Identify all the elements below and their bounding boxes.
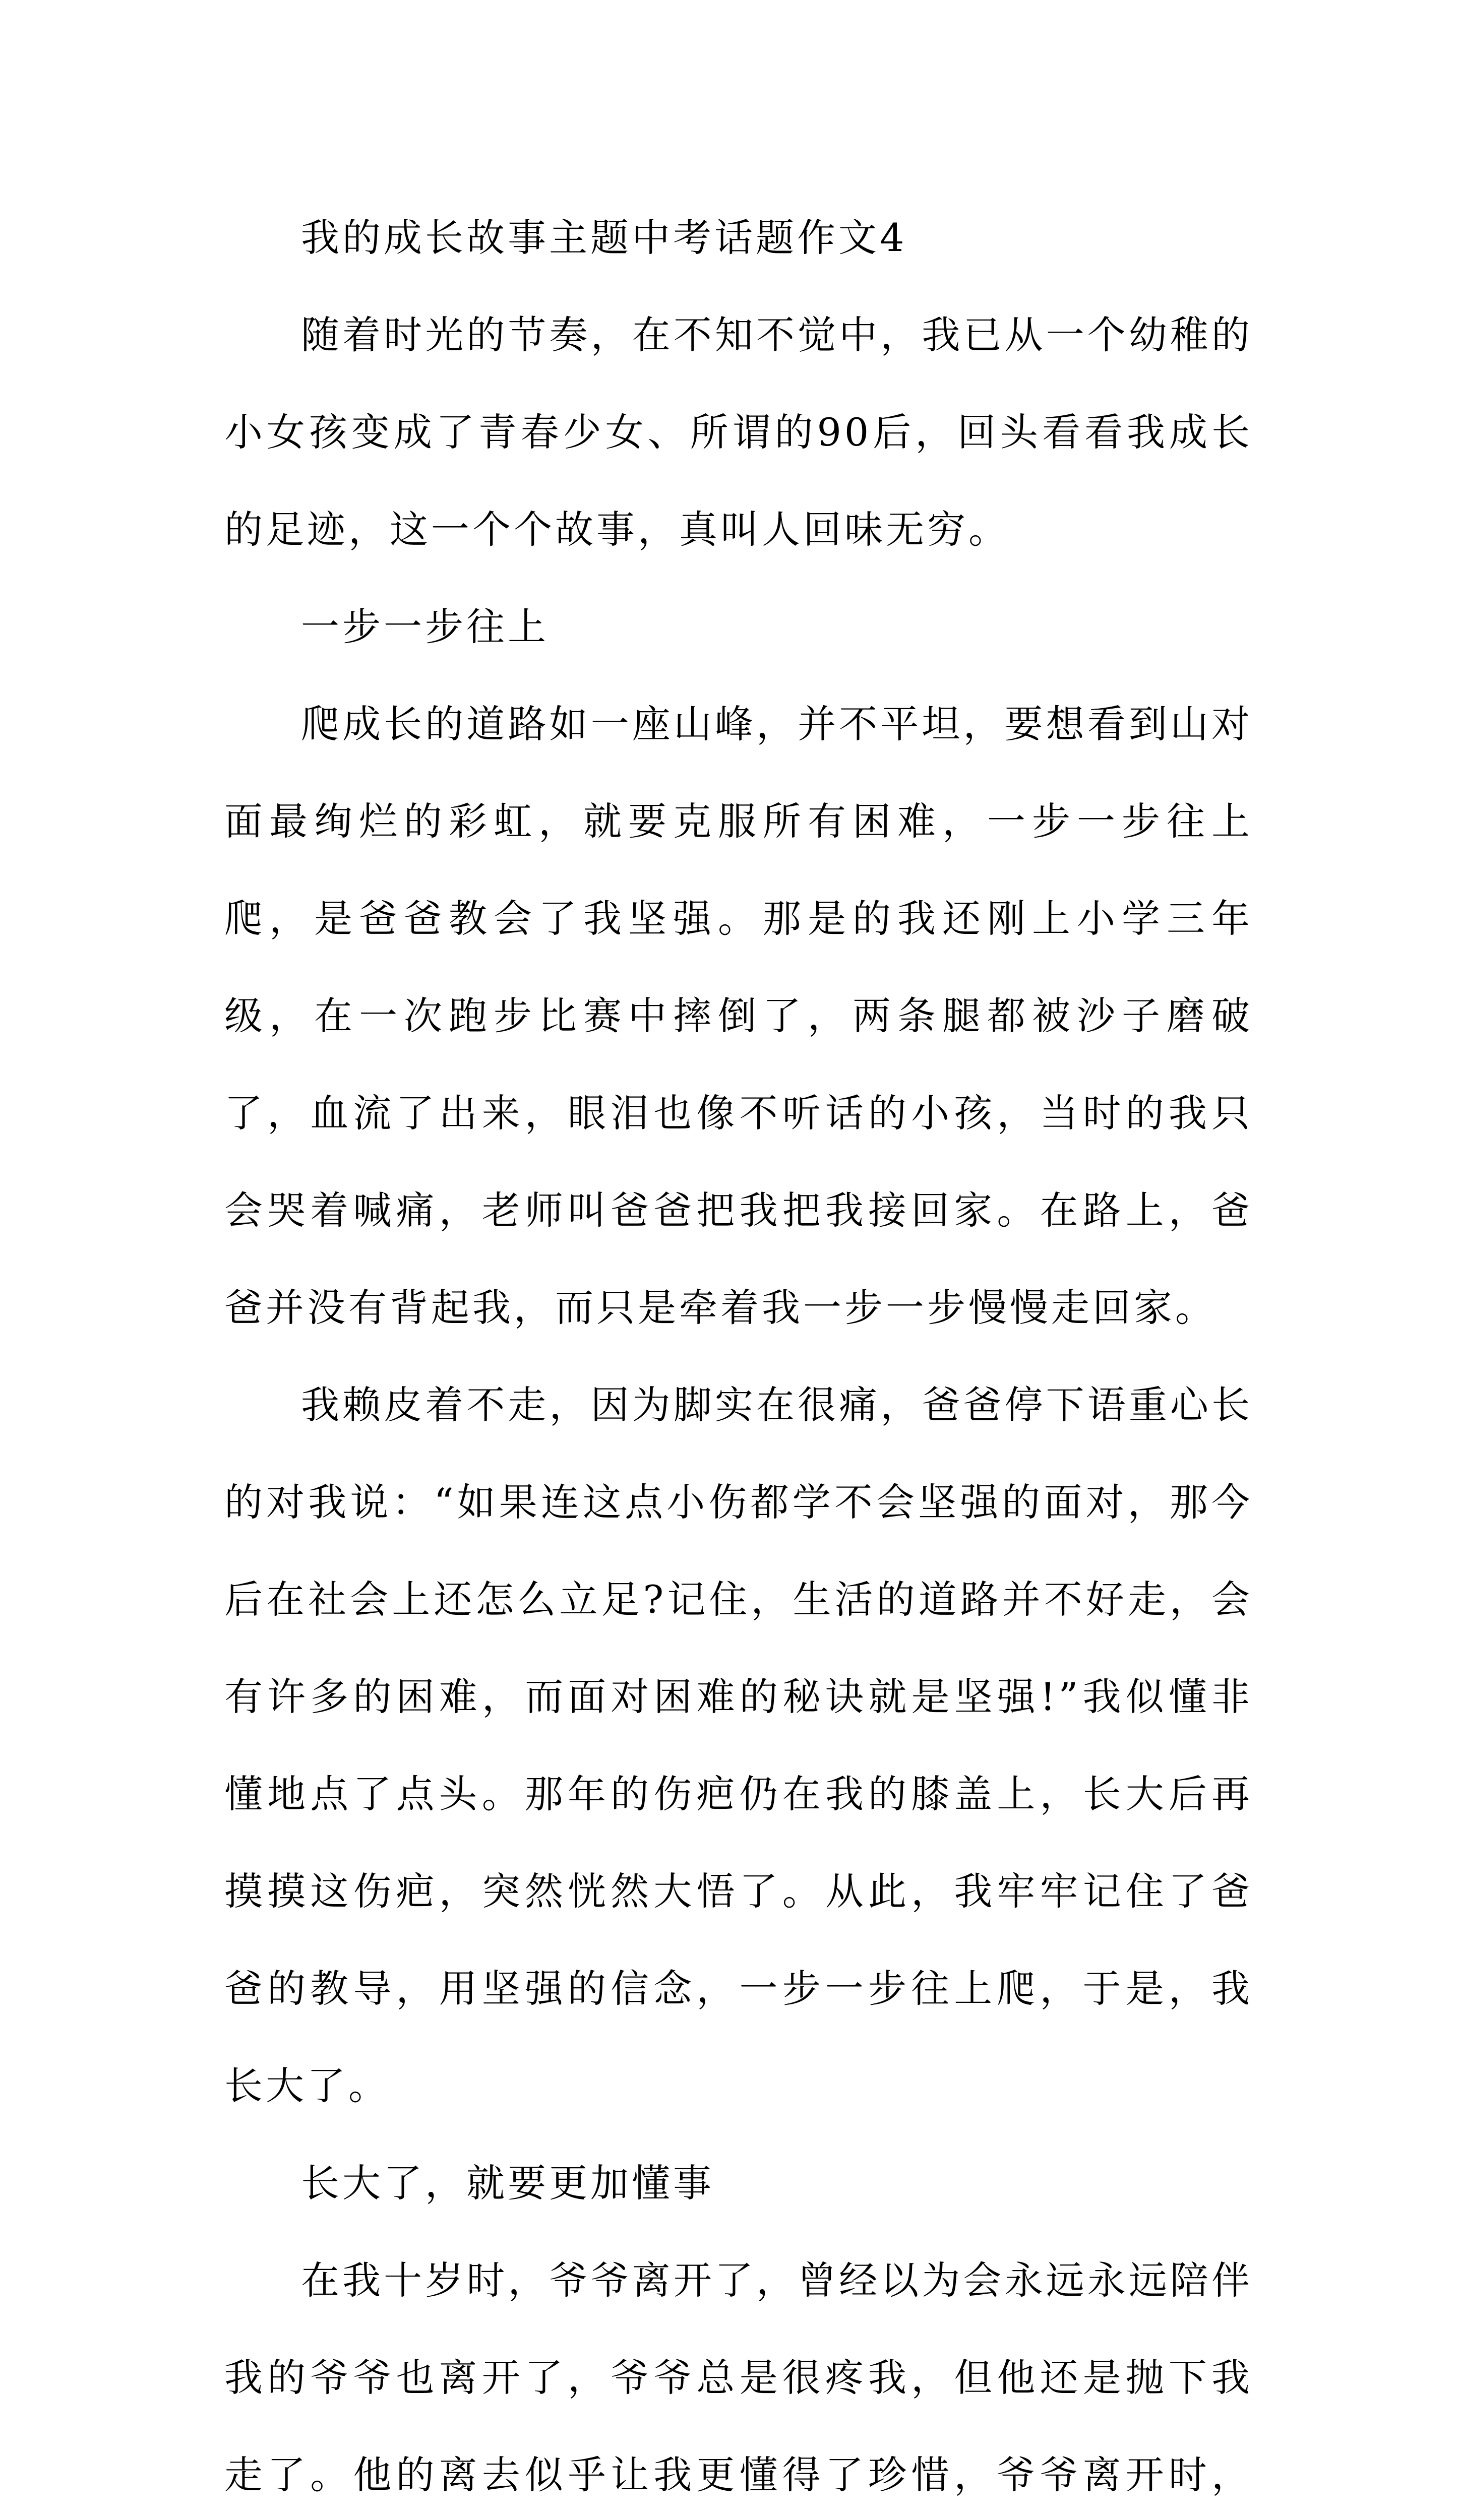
paragraph-grandfather: 在我十岁时，爷爷离开了，曾经以为会永远永远陪伴我的爷爷也离开了，爷爷总是很疼我，但他还是抛下我走了。他的离去似乎让我更懂得了珍惜，爷爷离开时， <box>224 2258 1253 2497</box>
paragraph-climbing: 爬成长的道路如一座山峰，并不平坦，要想看到山对面最绚烂的彩虹，就要克服所有困难，一步一步往上爬，是爸爸教会了我坚强。那是的我还刚上小学三年级，在一次跑步比赛中摔倒了，两条腿都被沙子磨破了，血流了出来，眼泪也像不听话的小孩，当时的我只会哭着喊痛，老师叫爸爸把我把我接回家。在路上，爸爸并没有背起我，而只是牵着我一步一步慢慢走回家。 <box>224 702 1253 1330</box>
paragraph-father-advice: 我赖皮着不走，因为脚实在很痛，爸爸停下语重心长的对我说：“如果连这点小伤都学不会坚强的面对，那今后在社会上还怎么立足?记住，生活的道路并不好走，会有许多的困难，而面对困难的秘诀就是坚强!”我似懂非懂地点了点头。那年的伤疤仍在我的膝盖上，长大后再摸摸这伤疤，突然恍然大悟了。从此，我牢牢记住了爸爸的教导，用坚强的信念，一步一步往上爬，于是，我长大了。 <box>224 1382 1253 2108</box>
paragraph-intro: 随着时光的节奏，在不知不觉中，我已从一个幼稚的小女孩变成了青春少女、所谓的90后，回头看看我成长的足迹，这一个个故事，真叫人回味无穷。 <box>224 312 1253 552</box>
section-heading-step-by-step: 一步一步往上 <box>301 604 549 649</box>
document-title: 我的成长故事主题中考话题作文4 <box>301 215 907 260</box>
document-body <box>224 189 1253 2520</box>
section-heading-growing-up: 长大了，就要更加懂事 <box>301 2161 714 2206</box>
